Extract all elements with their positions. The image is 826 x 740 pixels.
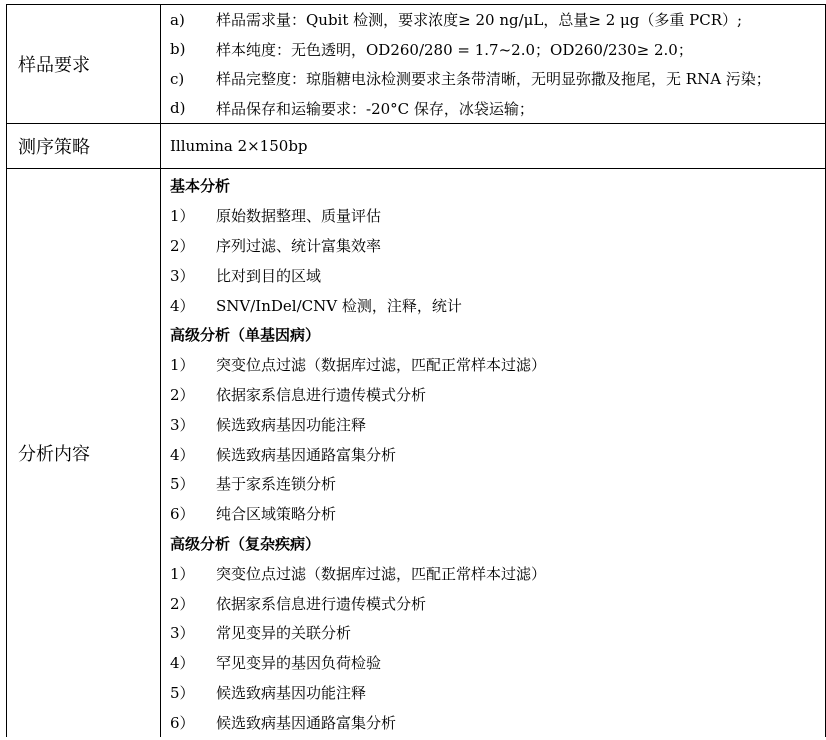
strategy-label: 测序策略 <box>7 124 161 169</box>
list-item-text: SNV/InDel/CNV 检测，注释，统计 <box>216 296 462 315</box>
analysis-item <box>170 409 825 439</box>
list-item-text: 候选致病基因功能注释 <box>216 415 367 434</box>
list-item-text: 候选致病基因功能注释 <box>216 683 367 702</box>
spec-table <box>6 4 826 737</box>
list-item-marker: d) <box>170 99 186 118</box>
analysis-item <box>170 678 825 708</box>
analysis-content <box>161 169 826 738</box>
list-item-text: 样品保存和运输要求：-20°C 保存，冰袋运输； <box>216 99 534 118</box>
list-item-text: 突变位点过滤（数据库过滤，匹配正常样本过滤） <box>216 564 547 583</box>
analysis-item <box>170 290 825 320</box>
list-item-marker: 2） <box>170 385 195 404</box>
analysis-item <box>170 648 825 678</box>
analysis-item <box>170 588 825 618</box>
list-item-marker: 1） <box>170 207 195 226</box>
analysis-item <box>170 380 825 410</box>
requirements-row <box>7 5 826 124</box>
list-item-marker: 5） <box>170 683 195 702</box>
list-item-text: 罕见变异的基因负荷检验 <box>216 654 382 673</box>
list-item-marker: 4） <box>170 445 195 464</box>
analysis-item <box>170 231 825 261</box>
analysis-item <box>170 439 825 469</box>
list-item-text: 基于家系连锁分析 <box>216 475 337 494</box>
section-heading: 基本分析 <box>170 177 231 196</box>
analysis-item <box>170 618 825 648</box>
list-item-marker: a) <box>170 10 185 29</box>
list-item-text: 依据家系信息进行遗传模式分析 <box>216 385 427 404</box>
requirement-item <box>170 94 825 124</box>
analysis-row <box>7 169 826 738</box>
list-item-text: 突变位点过滤（数据库过滤，匹配正常样本过滤） <box>216 356 547 375</box>
strategy-row <box>7 124 826 169</box>
strategy-value: Illumina 2×150bp <box>161 124 826 169</box>
list-item-text: 样品完整度：琼脂糖电泳检测要求主条带清晰，无明显弥撒及拖尾，无 RNA 污染； <box>216 70 771 89</box>
analysis-item <box>170 201 825 231</box>
list-item-text: 样品需求量：Qubit 检测，要求浓度≥ 20 ng/μL，总量≥ 2 μg（多重 PCR）; <box>216 11 743 30</box>
list-item-marker: 3） <box>170 415 195 434</box>
list-item-text: 序列过滤、统计富集效率 <box>216 236 382 255</box>
list-item-marker: 6） <box>170 713 195 732</box>
analysis-label: 分析内容 <box>7 169 161 738</box>
list-item-marker: 2） <box>170 594 195 613</box>
section-heading: 高级分析（单基因病） <box>170 326 321 345</box>
requirements-label: 样品要求 <box>7 5 161 124</box>
list-item-marker: 4） <box>170 296 195 315</box>
list-item-marker: b) <box>170 40 186 59</box>
list-item-marker: 2） <box>170 236 195 255</box>
analysis-item <box>170 350 825 380</box>
list-item-text: 依据家系信息进行遗传模式分析 <box>216 594 427 613</box>
list-item-text: 原始数据整理、质量评估 <box>216 207 382 226</box>
list-item-text: 常见变异的关联分析 <box>216 624 352 643</box>
list-item-text: 候选致病基因通路富集分析 <box>216 445 397 464</box>
requirements-list <box>170 5 825 123</box>
list-item-text: 纯合区域策略分析 <box>216 505 337 524</box>
list-item-text: 样本纯度：无色透明，OD260/280 = 1.7~2.0；OD260/230≥ 2.0； <box>216 40 693 59</box>
list-item-marker: 3） <box>170 266 195 285</box>
analysis-item <box>170 558 825 588</box>
list-item-marker: 3） <box>170 624 195 643</box>
analysis-item <box>170 499 825 529</box>
requirement-item <box>170 5 825 35</box>
list-item-marker: 5） <box>170 475 195 494</box>
requirement-item <box>170 64 825 94</box>
list-item-text: 比对到目的区域 <box>216 266 322 285</box>
requirement-item <box>170 35 825 65</box>
analysis-item <box>170 260 825 290</box>
list-item-marker: 6） <box>170 505 195 524</box>
analysis-item <box>170 707 825 737</box>
analysis-item <box>170 469 825 499</box>
section-heading: 高级分析（复杂疾病） <box>170 534 321 553</box>
list-item-marker: 4） <box>170 654 195 673</box>
requirements-content <box>161 5 826 124</box>
list-item-marker: 1） <box>170 564 195 583</box>
list-item-text: 候选致病基因通路富集分析 <box>216 713 397 732</box>
list-item-marker: 1） <box>170 356 195 375</box>
list-item-marker: c) <box>170 69 185 88</box>
analysis-list <box>170 169 825 737</box>
